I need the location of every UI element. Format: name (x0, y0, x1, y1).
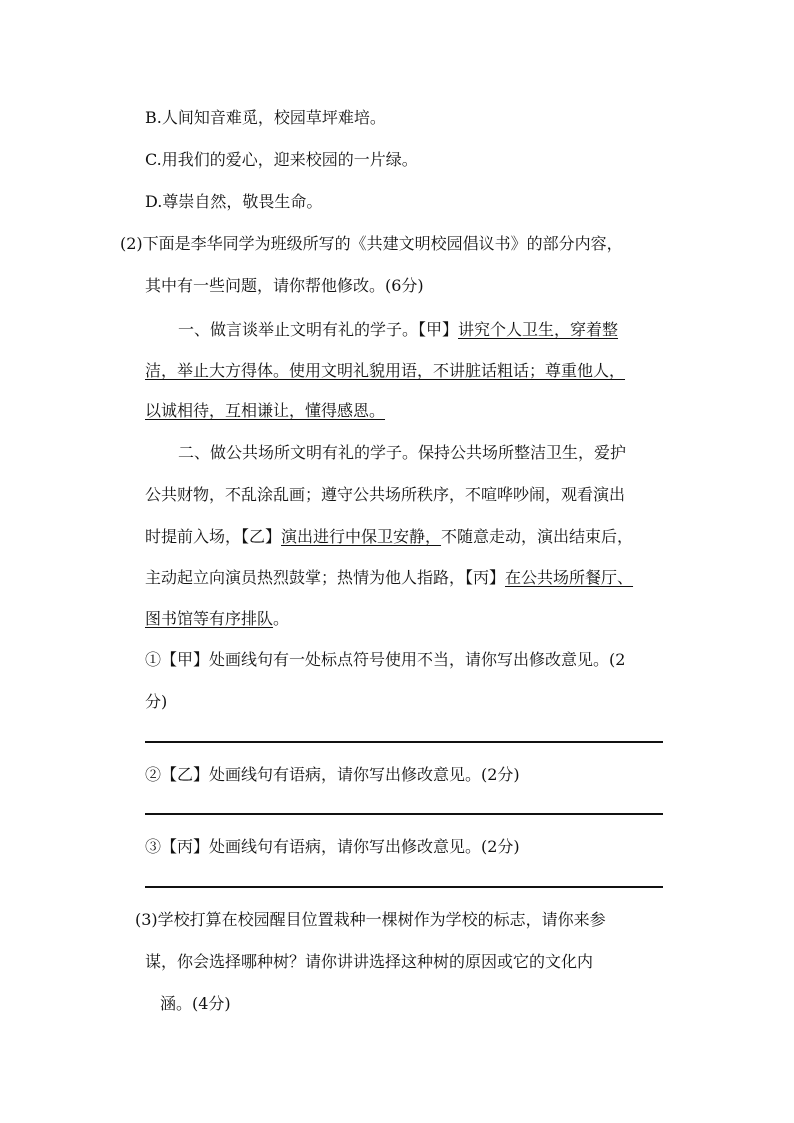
passage-text: 主动起立向演员热烈鼓掌；热情为他人指路，【丙】 (145, 568, 506, 587)
passage-p2-line5 (145, 609, 289, 629)
passage-p2-line4 (145, 568, 633, 588)
answer-line-1 (145, 741, 663, 743)
passage-text: 。 (273, 609, 290, 628)
passage-text: 时提前入场，【乙】 (145, 527, 282, 546)
q3-line3: 涵。(4分) (160, 994, 231, 1013)
passage-p2-line1: 二、做公共场所文明有礼的学子。保持公共场所整洁卫生，爱护 (178, 443, 627, 462)
sub-question-3: ③【丙】处画线句有语病，请你写出修改意见。(2分) (145, 837, 520, 856)
option-c: C.用我们的爱心，迎来校园的一片绿。 (145, 150, 418, 169)
passage-text: 一、做言谈举止文明有礼的学子。【甲】 (178, 320, 459, 339)
option-d: D.尊崇自然，敬畏生命。 (145, 192, 323, 211)
sub-question-2: ②【乙】处画线句有语病，请你写出修改意见。(2分) (145, 765, 520, 784)
q3-line2: 谋，你会选择哪种树？请你讲讲选择这种树的原因或它的文化内 (145, 952, 594, 971)
q2-intro-line1: (2)下面是李华同学为班级所写的《共建文明校园倡议书》的部分内容， (120, 234, 623, 253)
underlined-sentence-jia: 讲究个人卫生，穿着整 (458, 320, 619, 339)
underlined-sentence-jia-line2: 洁，举止大方得体。使用文明礼貌用语，不讲脏话粗话；尊重他人， (145, 361, 626, 380)
passage-p2-line2: 公共财物，不乱涂乱画；遵守公共场所秩序，不喧哗吵闹，观看演出 (145, 485, 626, 504)
passage-p1-line1 (178, 320, 618, 340)
underlined-sentence-bing-line2: 图书馆等有序排队 (145, 609, 274, 628)
underlined-sentence-yi: 演出进行中保卫安静， (281, 527, 442, 546)
q3-line1: (3)学校打算在校园醒目位置栽种一棵树作为学校的标志，请你来参 (135, 910, 606, 929)
sub-question-1-line2: 分) (145, 692, 168, 711)
underlined-sentence-jia-line3: 以诚相待，互相谦让，懂得感恩。 (145, 401, 386, 420)
answer-line-2 (145, 813, 663, 815)
passage-p2-line3 (145, 527, 633, 547)
q2-intro-line2: 其中有一些问题，请你帮他修改。(6分) (145, 276, 424, 295)
passage-text: 不随意走动，演出结束后， (441, 527, 634, 546)
answer-line-3 (145, 886, 663, 888)
option-b: B.人间知音难觅，校园草坪难培。 (145, 108, 386, 127)
underlined-sentence-bing: 在公共场所餐厅、 (505, 568, 634, 587)
sub-question-1-line1: ①【甲】处画线句有一处标点符号使用不当，请你写出修改意见。(2 (145, 650, 626, 669)
